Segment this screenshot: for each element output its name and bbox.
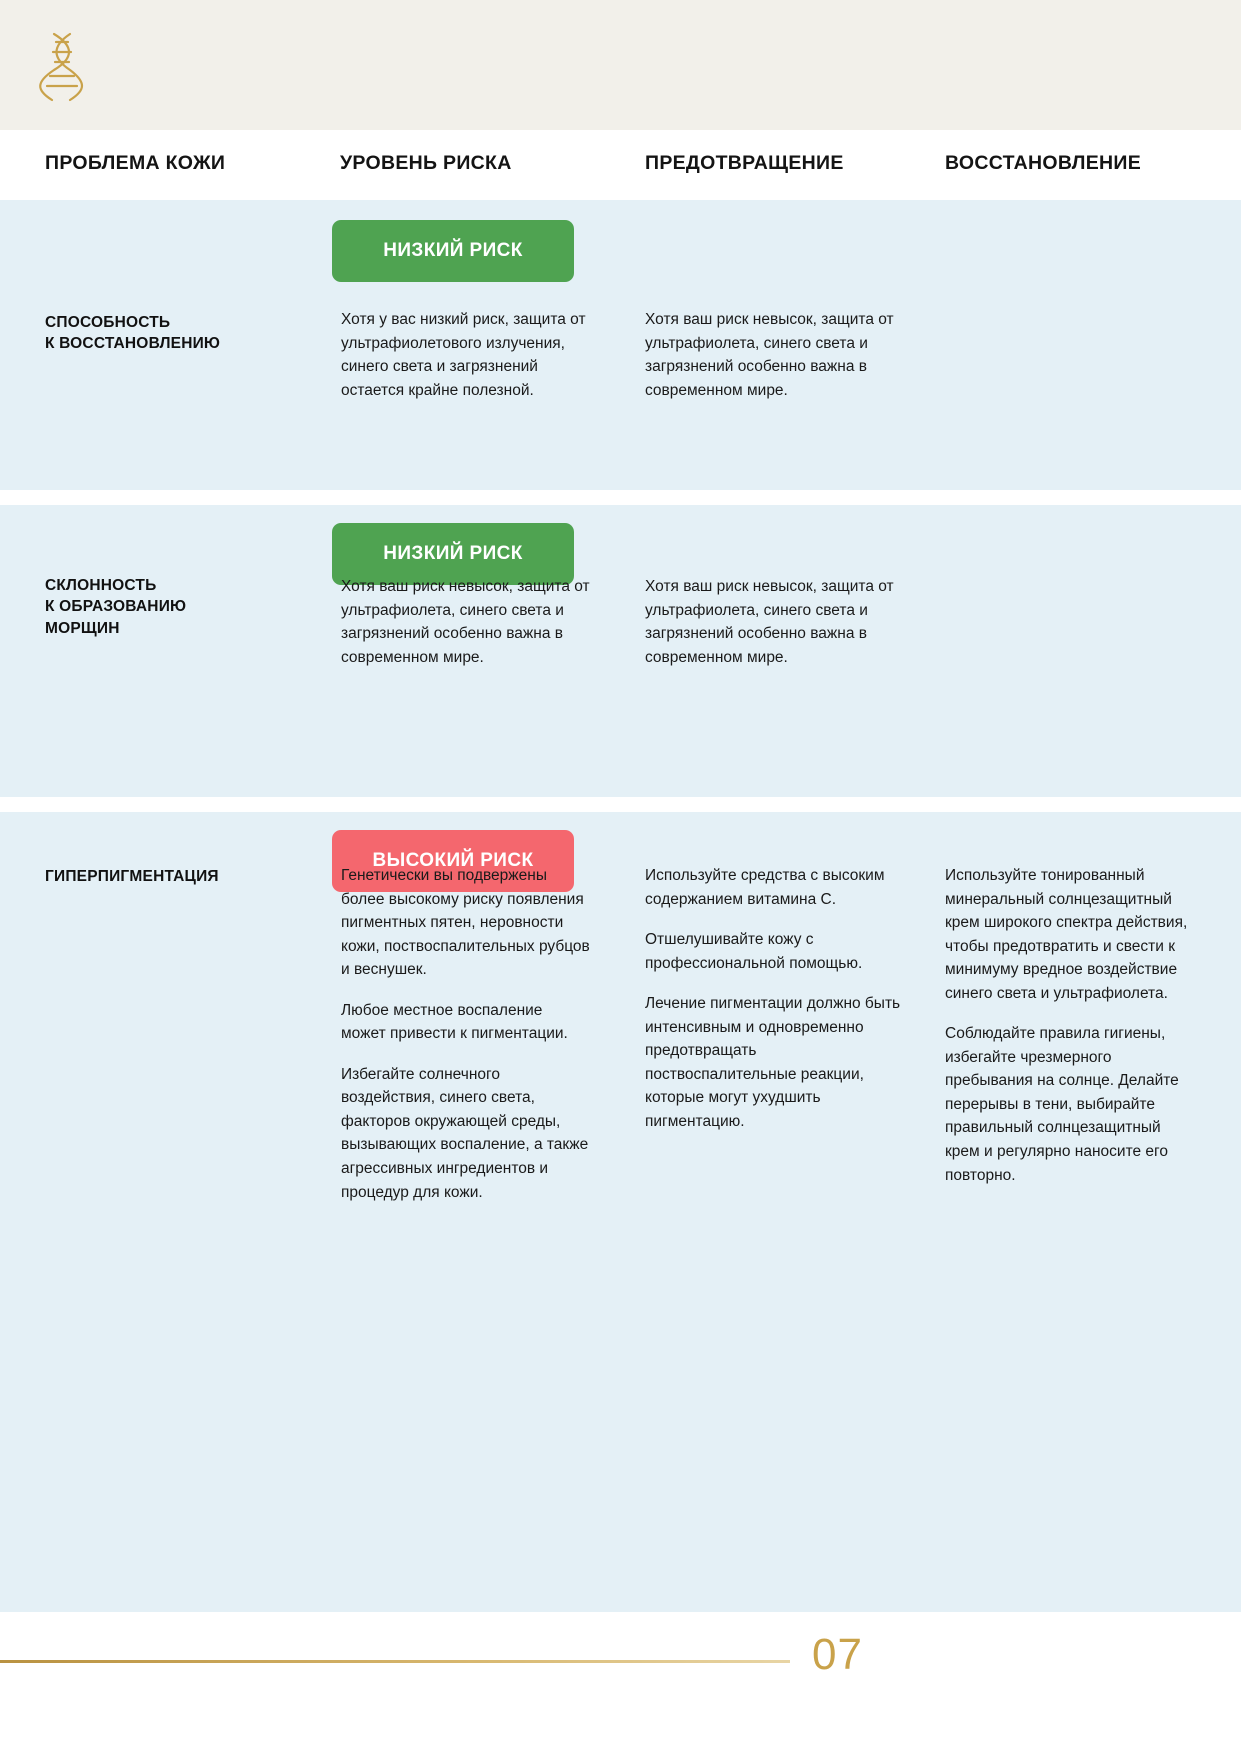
paragraph: Хотя у вас низкий риск, защита от ультрафиолетового излучения, синего света и загрязнений остается крайне полезной. [341,311,586,399]
paragraph: Хотя ваш риск невысок, защита от ультрафиолета, синего света и загрязнений особенно важна в современном мире. [645,578,894,666]
header-band [0,0,1241,130]
paragraph: Лечение пигментации должно быть интенсивным и одновременно предотвращать поствоспалительные реакции, которые могут ухудшить пигментацию. [645,995,901,1130]
status-badge: НИЗКИЙ РИСК [332,523,574,585]
row-problem-label: СПОСОБНОСТЬ К ВОССТАНОВЛЕНИЮ [45,314,221,353]
row-prevention-text [645,575,907,669]
row-prevention-text [645,308,907,402]
row-problem-label: СКЛОННОСТЬ К ОБРАЗОВАНИЮ МОРЩИН [45,577,187,637]
paragraph: Генетически вы подвержены более высокому риску появления пигментных пятен, неровности кожи, поствоспалительных рубцов и веснушек. [341,867,590,979]
paragraph: Избегайте солнечного воздействия, синего света, факторов окружающей среды, вызывающих воспаление, а также агрессивных ингредиентов и процедур для кожи. [341,1065,589,1201]
footer-divider [0,1660,790,1663]
row-risk-description [341,864,591,1204]
row-problem-label: ГИПЕРПИГМЕНТАЦИЯ [45,868,219,885]
paragraph: Любое местное воспаление может привести к пигментации. [341,1001,568,1043]
row-prevention-text [645,864,907,1133]
paragraph: Соблюдайте правила гигиены, избегайте чрезмерного пребывания на солнце. Делайте перерывы в тени, выбирайте правильный солнцезащитный крем и регулярно наносите его повторно. [945,1025,1179,1184]
table-column-headers [0,130,1241,200]
table-row [0,812,1241,1612]
paragraph: Хотя ваш риск невысок, защита от ультрафиолета, синего света и загрязнений особенно важна в современном мире. [645,311,894,399]
column-header-risk: УРОВЕНЬ РИСКА [340,152,512,174]
page-number: 07 [812,1630,863,1679]
paragraph: Используйте тонированный минеральный солнцезащитный крем широкого спектра действия, чтобы предотвратить и свести к минимуму вредное воздействие синего света и ультрафиолета. [945,867,1188,1002]
column-header-prevention: ПРЕДОТВРАЩЕНИЕ [645,152,844,174]
paragraph: Хотя ваш риск невысок, защита от ультрафиолета, синего света и загрязнений особенно важна в современном мире. [341,578,590,666]
column-header-problem: ПРОБЛЕМА КОЖИ [45,152,226,174]
row-risk-description [341,575,591,669]
status-badge: ВЫСОКИЙ РИСК [332,830,574,892]
status-badge: НИЗКИЙ РИСК [332,220,574,282]
paragraph: Используйте средства с высоким содержанием витамина С. [645,867,885,908]
row-recovery-text [945,864,1197,1187]
table-row [0,200,1241,490]
dna-helix-icon [34,28,92,104]
column-header-recovery: ВОССТАНОВЛЕНИЕ [945,152,1142,174]
paragraph: Отшелушивайте кожу с профессиональной помощью. [645,931,863,972]
row-risk-description [341,308,591,402]
table-row [0,505,1241,797]
